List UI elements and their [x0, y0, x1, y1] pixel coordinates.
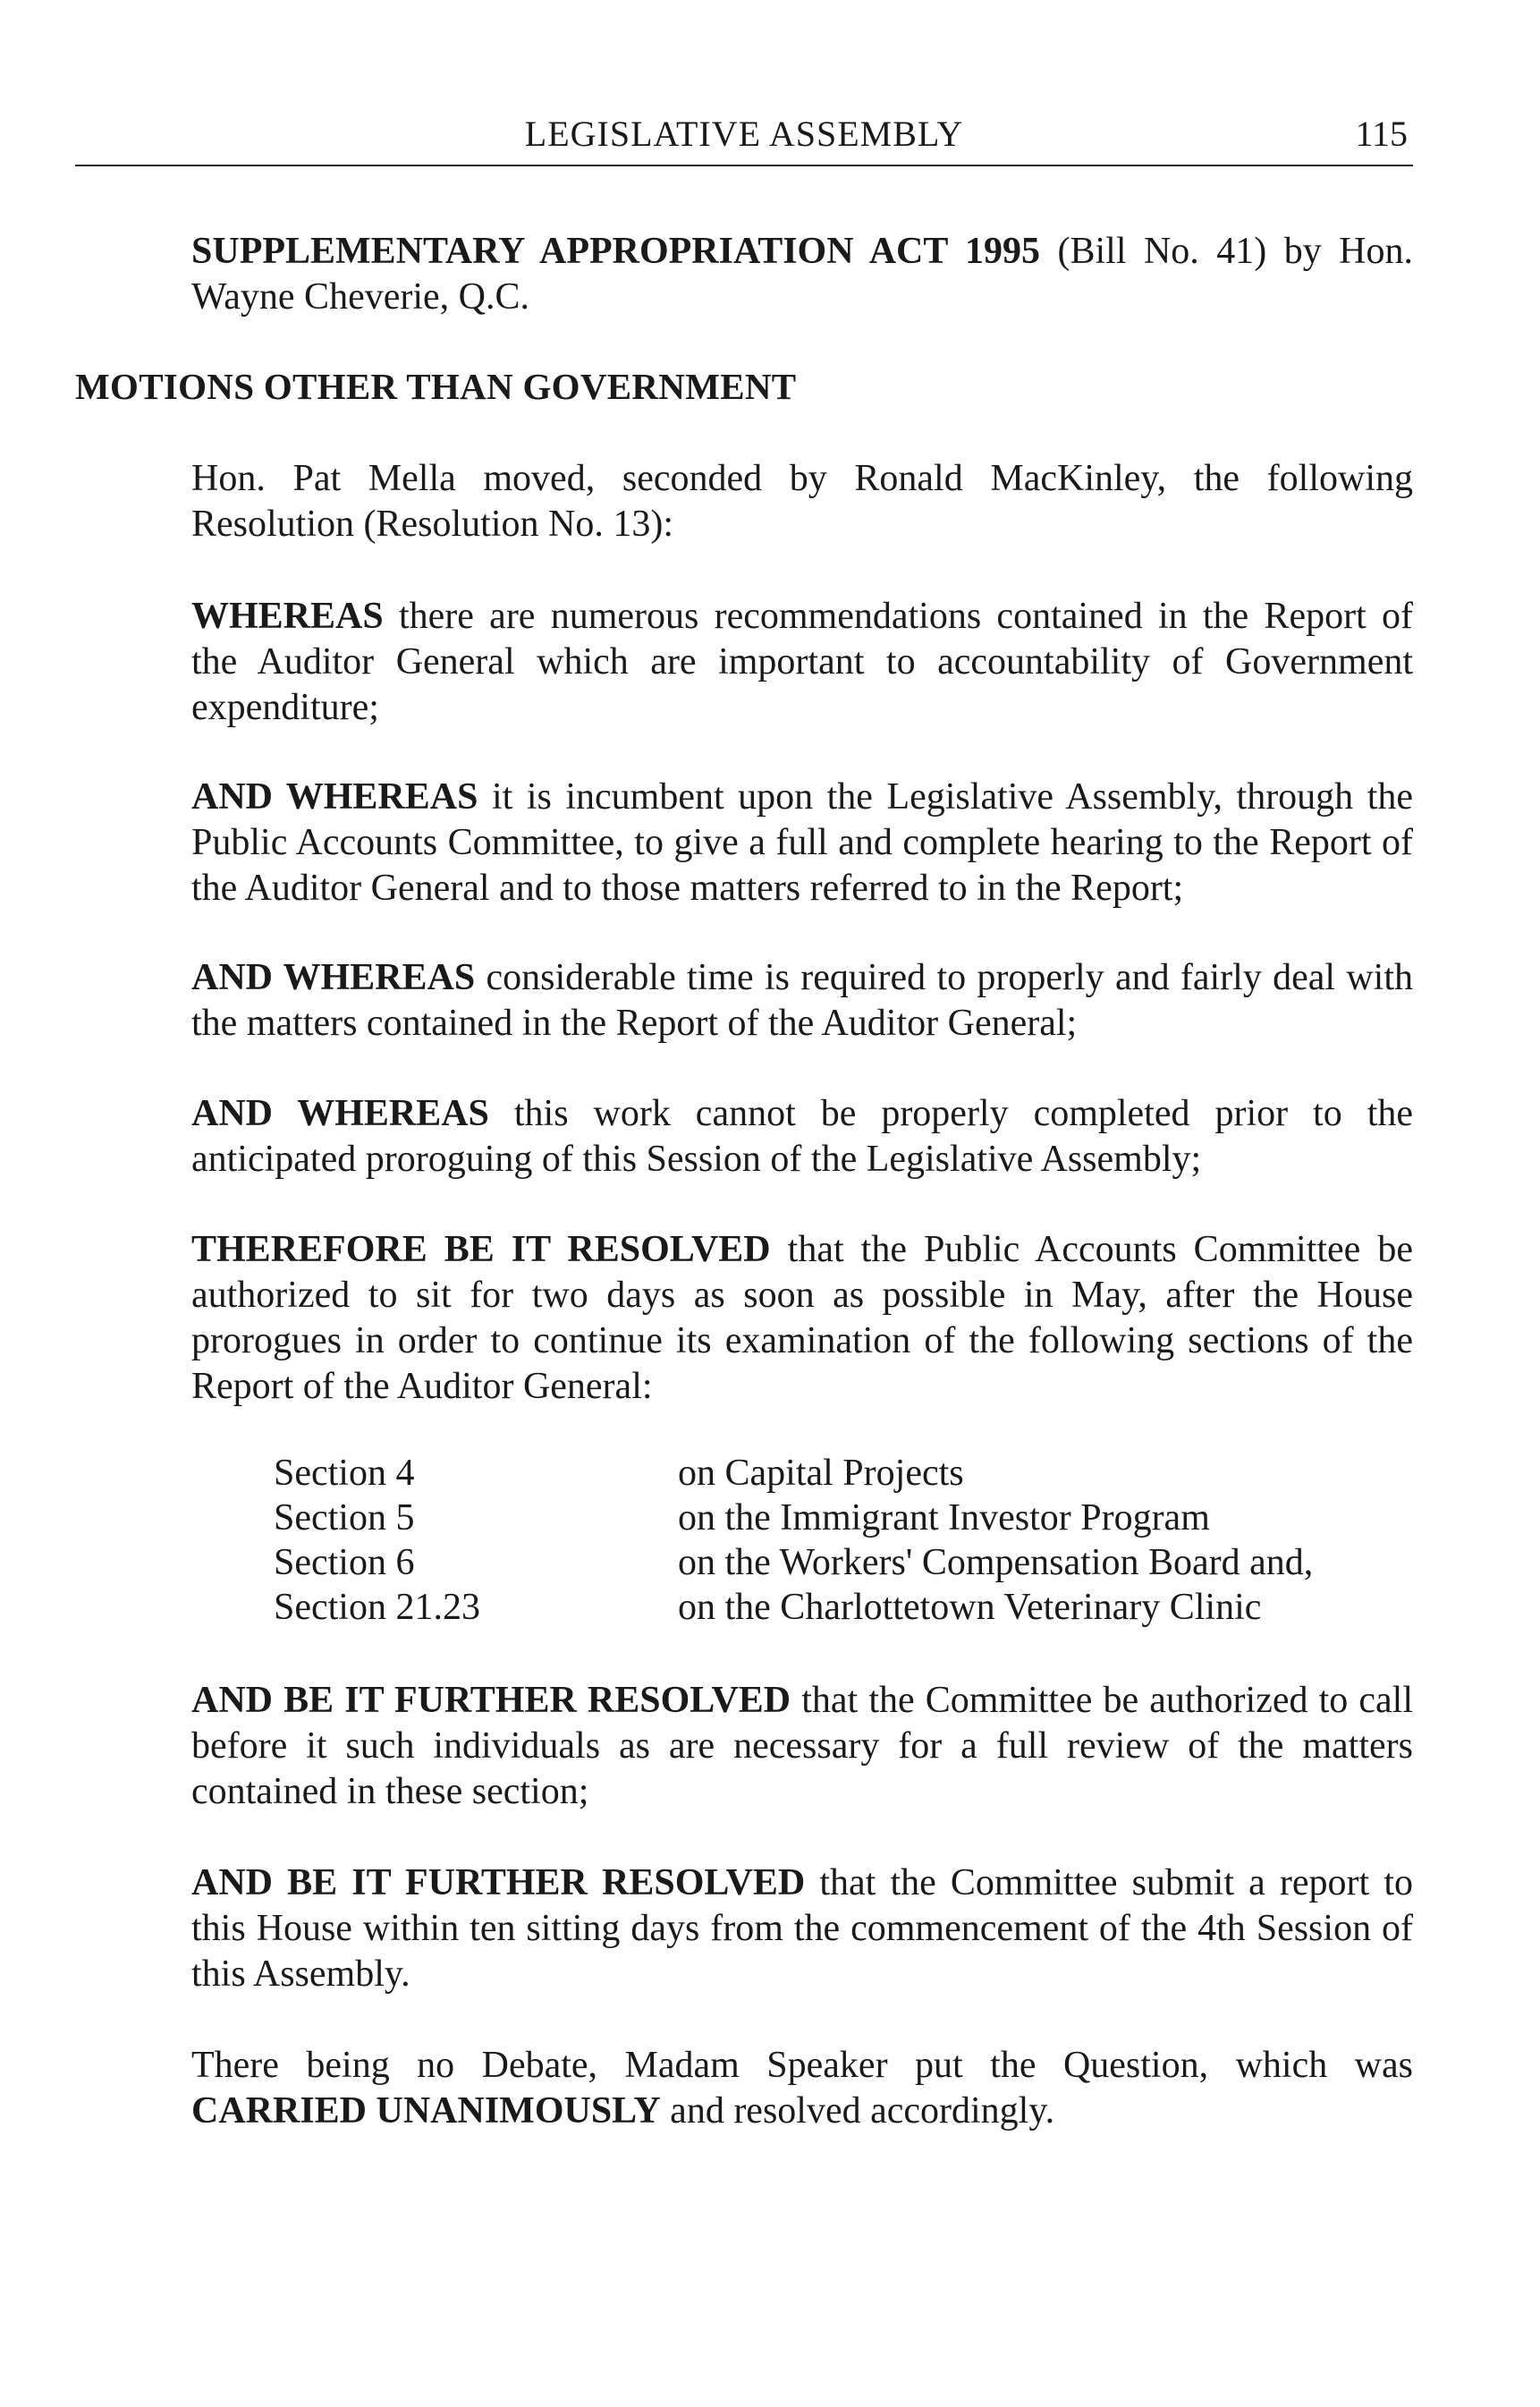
- resolved-clause: [191, 1227, 1413, 1410]
- list-item: [274, 1540, 1347, 1585]
- conclusion: [191, 2043, 1413, 2134]
- clause-lead: WHEREAS: [191, 596, 384, 637]
- clause-text: that the Committee be authorized to call before it such individuals as are necessary for a full review of the matters contained in these section;: [191, 1680, 1413, 1812]
- vote-result: CARRIED UNANIMOUSLY: [191, 2090, 661, 2132]
- section-topic: on the Charlottetown Veterinary Clinic: [678, 1587, 1262, 1628]
- list-item: [274, 1585, 1347, 1630]
- whereas-clause-1: [191, 594, 1413, 731]
- section-heading: MOTIONS OTHER THAN GOVERNMENT: [75, 366, 797, 407]
- further-resolved-clause-2: [191, 1860, 1413, 1997]
- clause-text: there are numerous recommendations contained in the Report of the Auditor General which are important to accountability of Government expenditure;: [191, 596, 1413, 728]
- clause-lead: AND WHEREAS: [191, 1093, 489, 1134]
- section-number: Section 5: [274, 1497, 415, 1538]
- conclusion-text: There being no Debate, Madam Speaker put the Question, which was: [191, 2045, 1413, 2086]
- clause-text: that the Committee submit a report to this House within ten sitting days from the commencement of the 4th Session of this Assembly.: [191, 1862, 1413, 1995]
- whereas-clause-4: [191, 1091, 1413, 1182]
- section-topic: on the Immigrant Investor Program: [678, 1497, 1210, 1538]
- clause-lead: THEREFORE BE IT RESOLVED: [191, 1229, 771, 1270]
- section-topic: on the Workers' Compensation Board and,: [678, 1542, 1314, 1583]
- clause-text: that the Public Accounts Committee be authorized to sit for two days as soon as possible in May, after the House prorogues in order to continue its examination of the following sections of the Report of the Auditor General:: [191, 1229, 1413, 1407]
- clause-lead: AND BE IT FURTHER RESOLVED: [191, 1862, 806, 1903]
- page-header: [75, 109, 1413, 166]
- clause-lead: AND WHEREAS: [191, 776, 478, 818]
- clause-lead: AND WHEREAS: [191, 957, 476, 998]
- whereas-clause-2: [191, 775, 1413, 911]
- whereas-clause-3: [191, 955, 1413, 1047]
- conclusion-tail: and resolved accordingly.: [660, 2090, 1055, 2132]
- list-item: [274, 1496, 1347, 1540]
- motion-intro: Hon. Pat Mella moved, seconded by Ronald MacKinley, the following Resolution (Resolution No. 13):: [191, 458, 1413, 545]
- section-number: Section 4: [274, 1453, 415, 1494]
- clause-lead: AND BE IT FURTHER RESOLVED: [191, 1680, 791, 1721]
- section-topic: on Capital Projects: [678, 1453, 964, 1494]
- sections-list: [274, 1451, 1347, 1630]
- section-number: Section 21.23: [274, 1587, 480, 1628]
- page-number: 115: [1355, 114, 1408, 154]
- further-resolved-clause-1: [191, 1678, 1413, 1815]
- bill-details: (Bill No. 41) by Hon. Wayne Cheverie, Q.C.: [191, 231, 1413, 318]
- bill-entry: [191, 229, 1413, 320]
- bill-title: SUPPLEMENTARY APPROPRIATION ACT 1995: [191, 231, 1041, 272]
- clause-text: considerable time is required to properly and fairly deal with the matters contained in the Report of the Auditor General;: [191, 957, 1413, 1044]
- clause-text: this work cannot be properly completed prior to the anticipated proroguing of this Session of the Legislative Assembly;: [191, 1093, 1413, 1180]
- list-item: [274, 1451, 1347, 1496]
- clause-text: it is incumbent upon the Legislative Assembly, through the Public Accounts Committee, to give a full and complete hearing to the Report of the Auditor General and to those matters referred to in the Report;: [191, 776, 1413, 909]
- section-number: Section 6: [274, 1542, 415, 1583]
- running-title: LEGISLATIVE ASSEMBLY: [524, 114, 964, 154]
